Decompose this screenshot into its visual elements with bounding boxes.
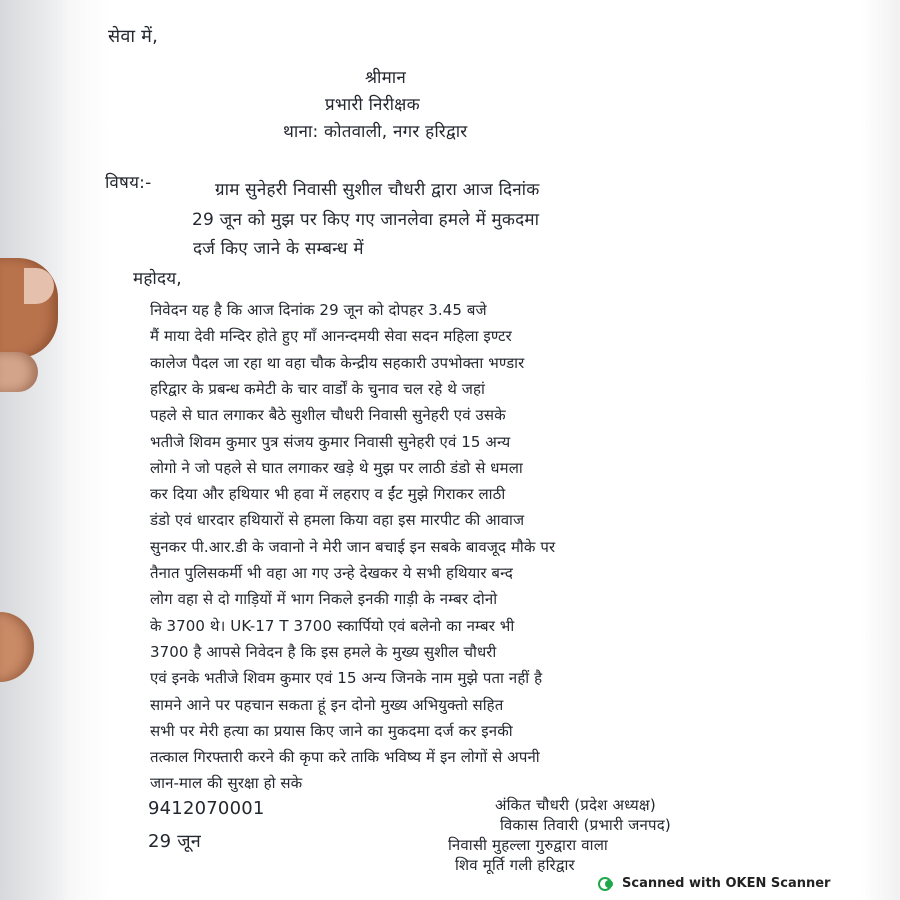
subject-line-3: दर्ज किए जाने के सम्बन्ध में: [193, 239, 364, 259]
subject-line-2: 29 जून को मुझ पर किए गए जानलेवा हमले में मुकदमा: [192, 210, 540, 230]
body-line: जान-माल की सुरक्षा हो सके: [150, 774, 303, 793]
body-line: सामने आने पर पहचान सकता हूं इन दोनो मुख्य अभियुक्तो सहित: [150, 695, 504, 714]
signature-line-2: विकास तिवारी (प्रभारी जनपद): [500, 816, 671, 834]
body-line: कालेज पैदल जा रहा था वहा चौक केन्द्रीय सहकारी उपभोक्ता भण्डार: [150, 353, 525, 372]
page-edge-shadow: [0, 0, 70, 900]
body-greeting: महोदय,: [133, 269, 182, 289]
phone-number: 9412070001: [148, 798, 265, 819]
addressee-line-1: श्रीमान: [365, 68, 407, 88]
body-line: एवं इनके भतीजे शिवम कुमार एवं 15 अन्य जिनके नाम मुझे पता नहीं है: [150, 669, 543, 688]
addressee-line-2: प्रभारी निरीक्षक: [325, 95, 420, 115]
subject-label: विषय:-: [105, 173, 152, 193]
salutation: सेवा में,: [108, 26, 159, 47]
body-line: मैं माया देवी मन्दिर होते हुए माँ आनन्दमयी सेवा सदन महिला इण्टर: [150, 327, 512, 346]
oken-logo-icon: [598, 877, 616, 891]
body-line: लोगो ने जो पहले से घात लगाकर खड़े थे मुझ पर लाठी डंडो से धमला: [150, 458, 523, 477]
body-line: निवेदन यह है कि आज दिनांक 29 जून को दोपहर 3.45 बजे: [150, 301, 487, 319]
scanner-watermark: [598, 876, 830, 891]
signature-line-1: अंकित चौधरी (प्रदेश अध्यक्ष): [495, 796, 656, 814]
body-line: के 3700 थे। UK-17 T 3700 स्कार्पियो एवं बलेनो का नम्बर भी: [150, 616, 515, 635]
scanner-watermark-text: Scanned with OKEN Scanner: [622, 876, 831, 891]
signature-line-3: निवासी मुहल्ला गुरुद्वारा वाला: [448, 836, 608, 854]
body-line: हरिद्वार के प्रबन्ध कमेटी के चार वार्डों के चुनाव चल रहे थे जहां: [150, 379, 485, 398]
body-line: कर दिया और हथियार भी हवा में लहराए व ईंट मुझे गिराकर लाठी: [150, 485, 506, 504]
subject-line-1: ग्राम सुनेहरी निवासी सुशील चौधरी द्वारा आज दिनांक: [215, 180, 540, 200]
signature-line-4: शिव मूर्ति गली हरिद्वार: [455, 856, 575, 874]
body-line: डंडो एवं धारदार हथियारों से हमला किया वहा इस मारपीट की आवाज: [150, 511, 525, 530]
body-line: 3700 है आपसे निवेदन है कि इस हमले के मुख्य सुशील चौधरी: [150, 642, 497, 661]
body-line: तत्काल गिरफ्तारी करने की कृपा करे ताकि भविष्य में इन लोगों से अपनी: [150, 748, 540, 767]
addressee-line-3: थाना: कोतवाली, नगर हरिद्वार: [283, 122, 468, 142]
letter-date: 29 जून: [148, 831, 201, 852]
body-line: तैनात पुलिसकर्मी भी वहा आ गए उन्हे देखकर ये सभी हथियार बन्द: [150, 564, 513, 582]
body-line: भतीजे शिवम कुमार पुत्र संजय कुमार निवासी सुनेहरी एवं 15 अन्य: [150, 432, 511, 451]
body-line: पहले से घात लगाकर बैठे सुशील चौधरी निवासी सुनेहरी एवं उसके: [150, 406, 506, 425]
body-line: लोग वहा से दो गाड़ियों में भाग निकले इनकी गाड़ी के नम्बर दोनो: [150, 590, 498, 609]
body-line: सभी पर मेरी हत्या का प्रयास किए जाने का मुकदमा दर्ज कर इनकी: [150, 721, 513, 740]
body-line: सुनकर पी.आर.डी के जवानो ने मेरी जान बचाई इन सबके बावजूद मौके पर: [150, 537, 556, 556]
